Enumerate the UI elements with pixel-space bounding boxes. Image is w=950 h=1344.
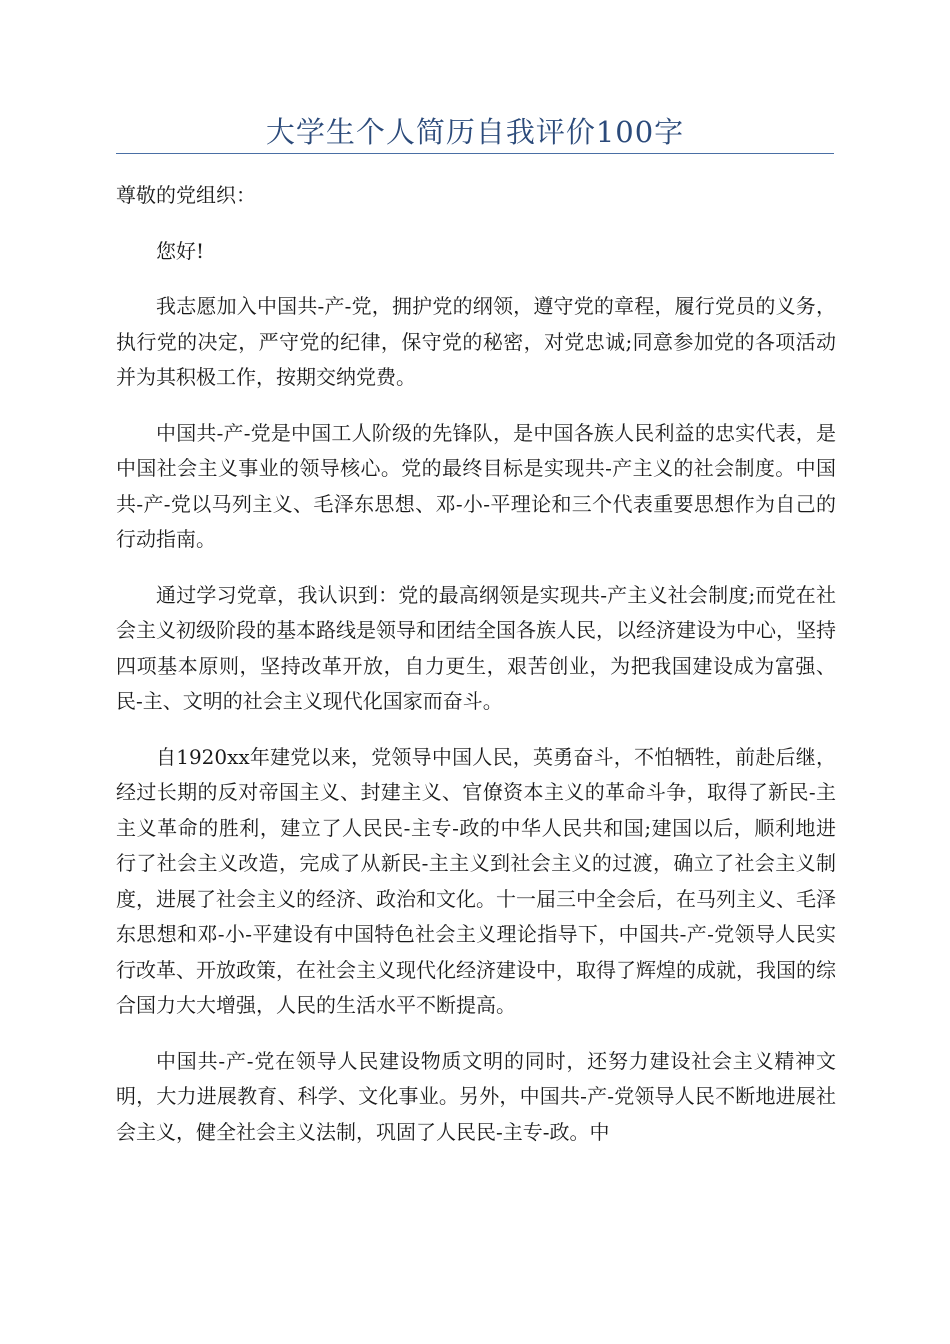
document-body <box>116 178 836 1170</box>
paragraph-5: 中国共-产-党在领导人民建设物质文明的同时，还努力建设社会主义精神文明，大力进展教育、科学、文化事业。另外，中国共-产-党领导人民不断地进展社会主义，健全社会主义法制，巩固了人民民-主专-政。中 <box>116 1048 836 1144</box>
paragraph-1: 我志愿加入中国共-产-党，拥护党的纲领，遵守党的章程，履行党员的义务，执行党的决定，严守党的纪律，保守党的秘密，对党忠诚;同意参加党的各项活动并为其积极工作，按期交纳党费。 <box>116 294 836 389</box>
greeting: 您好! <box>156 238 205 263</box>
document-title: 大学生个人简历自我评价100字 <box>265 115 685 149</box>
title-underline <box>116 153 834 154</box>
paragraph-2: 中国共-产-党是中国工人阶级的先锋队，是中国各族人民利益的忠实代表，是中国社会主义事业的领导核心。党的最终目标是实现共-产主义的社会制度。中国共-产-党以马列主义、毛泽东思想、邓-小-平理论和三个代表重要思想作为自己的行动指南。 <box>116 420 836 551</box>
salutation: 尊敬的党组织： <box>116 183 256 207</box>
paragraph-3: 通过学习党章，我认识到：党的最高纲领是实现共-产主义社会制度;而党在社会主义初级阶段的基本路线是领导和团结全国各族人民，以经济建设为中心，坚持四项基本原则，坚持改革开放，自力更生，艰苦创业，为把我国建设成为富强、民-主、文明的社会主义现代化国家而奋斗。 <box>116 582 836 713</box>
paragraph-4: 自1920xx年建党以来，党领导中国人民，英勇奋斗，不怕牺牲，前赴后继，经过长期的反对帝国主义、封建主义、官僚资本主义的革命斗争，取得了新民-主主义革命的胜利，建立了人民民-主专-政的中华人民共和国;建国以后，顺利地进行了社会主义改造，完成了从新民-主主义到社会主义的过渡，确立了社会主义制度，进展了社会主义的经济、政治和文化。十一届三中全会后，在马列主义、毛泽东思想和邓-小-平建设有中国特色社会主义理论指导下，中国共-产-党领导人民实行改革、开放政策，在社会主义现代化经济建设中，取得了辉煌的成就，我国的综合国力大大增强，人民的生活水平不断提高。 <box>116 744 836 1017</box>
